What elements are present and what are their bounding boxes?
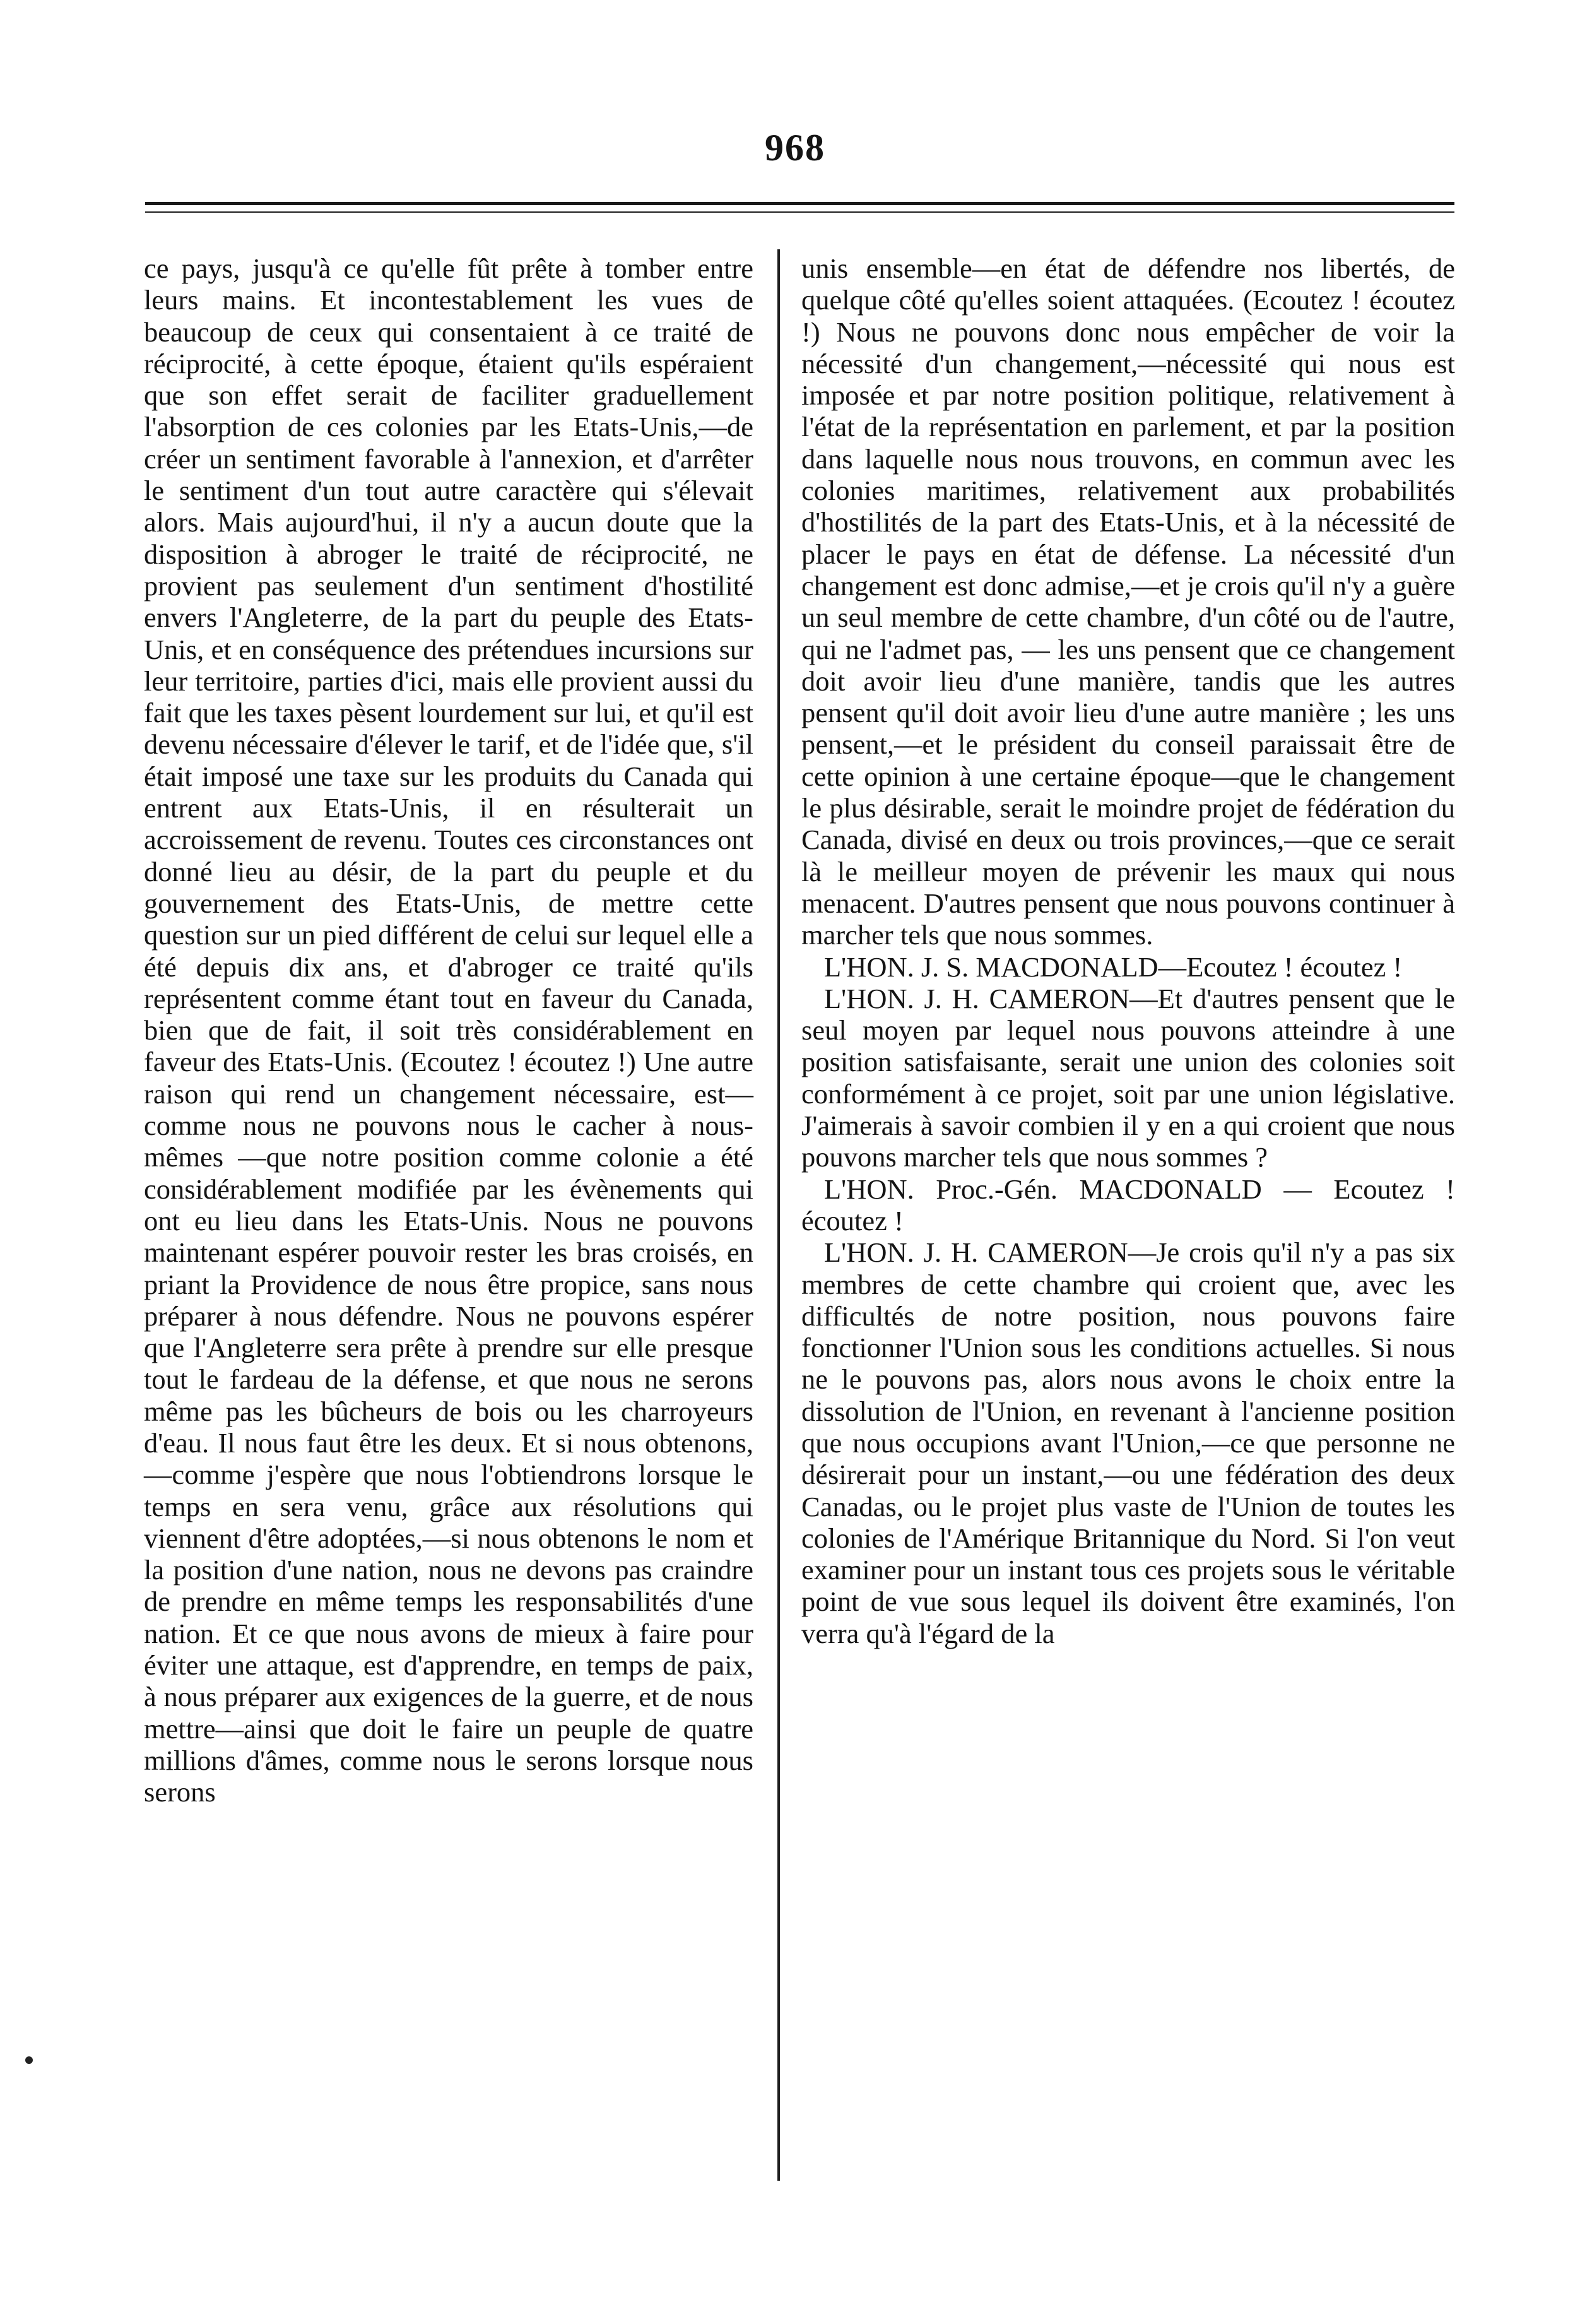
right-paragraph: L'HON. J. S. MACDONALD—Ecoutez ! écoutez ! <box>824 951 1403 983</box>
right-paragraph: L'HON. J. H. CAMERON—Je crois qu'il n'y a pas six membres de cette chambre qui croient que, avec les difficultés de notre position, nous pouvons faire fonctionner l'Union sous les conditions actuelles. Si nous ne le pouvons pas, alors nous avons le choix entre la dissolution de l'Union, en revenant à l'ancienne position que nous occupions avant l'Union,—ce que personne ne désirerait pour un instant,—ou une fédération des deux Canadas, ou le projet plus vaste de l'Union de toutes les colonies de l'Amérique Britannique du Nord. Si l'on veut examiner pour un instant tous ces projets sous le véritable point de vue sous lequel ils doivent être examinés, l'on verra qu'à l'égard de la <box>801 1236 1455 1649</box>
page-number: 968 <box>765 127 825 169</box>
left-column <box>144 252 753 1808</box>
right-paragraph: L'HON. J. H. CAMERON—Et d'autres pensent que le seul moyen par lequel nous pouvons atteindre à une position satisfaisante, serait une union des colonies soit conformément à ce projet, soit par une union législative. J'aimerais à savoir combien il y en a qui croient que nous pouvons marcher tels que nous sommes ? <box>801 982 1455 1173</box>
right-paragraph: L'HON. Proc.-Gén. MACDONALD — Ecoutez ! écoutez ! <box>801 1173 1455 1236</box>
right-column <box>801 252 1455 1649</box>
header-rule-thin <box>145 211 1454 213</box>
header-rule-thick <box>145 202 1454 205</box>
margin-mark <box>25 2056 33 2064</box>
column-divider <box>777 249 780 2181</box>
right-paragraph: unis ensemble—en état de défendre nos libertés, de quelque côté qu'elles soient attaquées. (Ecoutez ! écoutez !) Nous ne pouvons donc nous empêcher de voir la nécessité d'un changement,—nécessité qui nous est imposée et par notre position politique, relativement à l'état de la représentation en parlement, et par la position dans laquelle nous nous trouvons, en commun avec les colonies maritimes, relativement aux probabilités d'hostilités de la part des Etats-Unis, et à la nécessité de placer le pays en état de défense. La nécessité d'un changement est donc admise,—et je crois qu'il n'y a guère un seul membre de cette chambre, d'un côté ou de l'autre, qui ne l'admet pas, — les uns pensent que ce changement doit avoir lieu d'une manière, tandis que les autres pensent qu'il doit avoir lieu d'une autre manière ; les uns pensent,—et le président du conseil paraissait être de cette opinion à une certaine époque—que le changement le plus désirable, serait le moindre projet de fédération du Canada, divisé en deux ou trois provinces,—que ce serait là le meilleur moyen de prévenir les maux qui nous menacent. D'autres pensent que nous pouvons continuer à marcher tels que nous sommes. <box>801 252 1455 951</box>
left-paragraph: ce pays, jusqu'à ce qu'elle fût prête à tomber entre leurs mains. Et incontestablement les vues de beaucoup de ceux qui consentaient à ce traité de réciprocité, à cette époque, étaient qu'ils espéraient que son effet serait de faciliter graduellement l'absorption de ces colonies par les Etats-Unis,—de créer un sentiment favorable à l'annexion, et d'arrêter le sentiment d'un tout autre caractère qui s'élevait alors. Mais aujourd'hui, il n'y a aucun doute que la disposition à abroger le traité de réciprocité, ne provient pas seulement d'un sentiment d'hostilité envers l'Angleterre, de la part du peuple des Etats-Unis, et en conséquence des prétendues incursions sur leur territoire, parties d'ici, mais elle provient aussi du fait que les taxes pèsent lourdement sur lui, et qu'il est devenu nécessaire d'élever le tarif, et de l'idée que, s'il était imposé une taxe sur les produits du Canada qui entrent aux Etats-Unis, il en résulterait un accroissement de revenu. Toutes ces circonstances ont donné lieu au désir, de la part du peuple et du gouvernement des Etats-Unis, de mettre cette question sur un pied différent de celui sur lequel elle a été depuis dix ans, et d'abroger ce traité qu'ils représentent comme étant tout en faveur du Canada, bien que de fait, il soit très considérablement en faveur des Etats-Unis. (Ecoutez ! écoutez !) Une autre raison qui rend un changement nécessaire, est—comme nous ne pouvons nous le cacher à nous-mêmes —que notre position comme colonie a été considérablement modifiée par les évènements qui ont eu lieu dans les Etats-Unis. Nous ne pouvons maintenant espérer pouvoir rester les bras croisés, en priant la Providence de nous être propice, sans nous préparer à nous défendre. Nous ne pouvons espérer que l'Angleterre sera prête à prendre sur elle presque tout le fardeau de la défense, et que nous ne serons même pas les bûcheurs de bois ou les charroyeurs d'eau. Il nous faut être les deux. Et si nous obtenons,—comme j'espère que nous l'obtiendrons lorsque le temps en sera venu, grâce aux résolutions qui viennent d'être adoptées,—si nous obtenons le nom et la position d'une nation, nous ne devons pas craindre de prendre en même temps les responsabilités d'une nation. Et ce que nous avons de mieux à faire pour éviter une attaque, est d'apprendre, en temps de paix, à nous préparer aux exigences de la guerre, et de nous mettre—ainsi que doit le faire un peuple de quatre millions d'âmes, comme nous le serons lorsque nous serons <box>144 252 753 1808</box>
